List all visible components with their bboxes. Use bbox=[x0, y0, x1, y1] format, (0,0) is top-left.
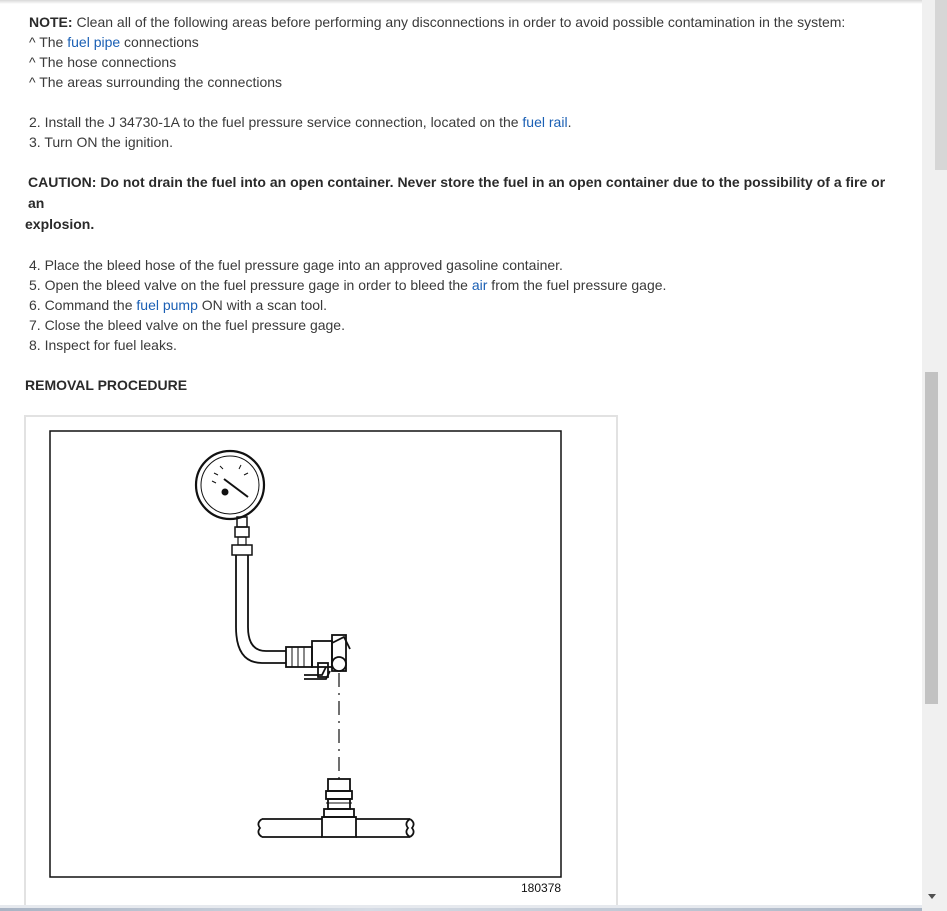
note-bullet: ^ The areas surrounding the connections bbox=[29, 74, 283, 90]
note-bullet: ^ The hose connections bbox=[29, 54, 177, 70]
link-fuel-rail[interactable]: fuel rail bbox=[522, 114, 568, 130]
link-fuel-pump[interactable]: fuel pump bbox=[136, 297, 198, 313]
fuel-rail-icon bbox=[258, 819, 413, 837]
fuel-pressure-gage-illustration bbox=[26, 417, 616, 905]
caret-marker: ^ bbox=[29, 34, 36, 50]
step-2: 2. Install the J 34730-1A to the fuel pressure service connection, located on the fuel rail. bbox=[29, 114, 572, 130]
scrollbar-thumb[interactable] bbox=[925, 372, 938, 704]
link-air[interactable]: air bbox=[471, 277, 488, 293]
caret-marker: ^ bbox=[29, 54, 36, 70]
step-7: 7. Close the bleed valve on the fuel pressure gage. bbox=[29, 317, 345, 333]
note-text: Clean all of the following areas before performing any disconnections in order to avoid possible contamination in the system: bbox=[72, 14, 846, 30]
note-bullet: ^ The fuel pipe connections bbox=[29, 34, 199, 50]
caution-block bbox=[25, 172, 888, 235]
caution-line-1: CAUTION: Do not drain the fuel into an open container. Never store the fuel in an open container due to the possibility of a fire or an bbox=[28, 174, 886, 211]
procedure-figure bbox=[24, 415, 618, 905]
scroll-down-arrow-icon[interactable] bbox=[928, 894, 936, 899]
bleed-valve-icon bbox=[304, 635, 350, 679]
window-bottom-edge bbox=[0, 905, 922, 911]
step-8: 8. Inspect for fuel leaks. bbox=[29, 337, 177, 353]
bleed-hose-icon bbox=[236, 555, 312, 667]
service-fitting-icon bbox=[322, 779, 356, 837]
step-4: 4. Place the bleed hose of the fuel pressure gage into an approved gasoline container. bbox=[29, 257, 563, 273]
link-fuel-pipe[interactable]: fuel pipe bbox=[67, 34, 121, 50]
note-label: NOTE: bbox=[29, 14, 73, 30]
section-heading: REMOVAL PROCEDURE bbox=[25, 377, 188, 393]
pressure-gauge-icon bbox=[196, 451, 264, 555]
service-procedure bbox=[25, 12, 905, 395]
caution-line-2: explosion. bbox=[25, 216, 95, 232]
step-3: 3. Turn ON the ignition. bbox=[29, 134, 173, 150]
caret-marker: ^ bbox=[29, 74, 36, 90]
note-line bbox=[25, 12, 905, 32]
step-6: 6. Command the fuel pump ON with a scan tool. bbox=[29, 297, 328, 313]
figure-number: 180378 bbox=[521, 881, 562, 895]
scrollbar-edge bbox=[935, 0, 947, 170]
step-5: 5. Open the bleed valve on the fuel pressure gage in order to bleed the air from the fuel pressure gage. bbox=[29, 277, 667, 293]
top-shadow bbox=[0, 0, 922, 4]
